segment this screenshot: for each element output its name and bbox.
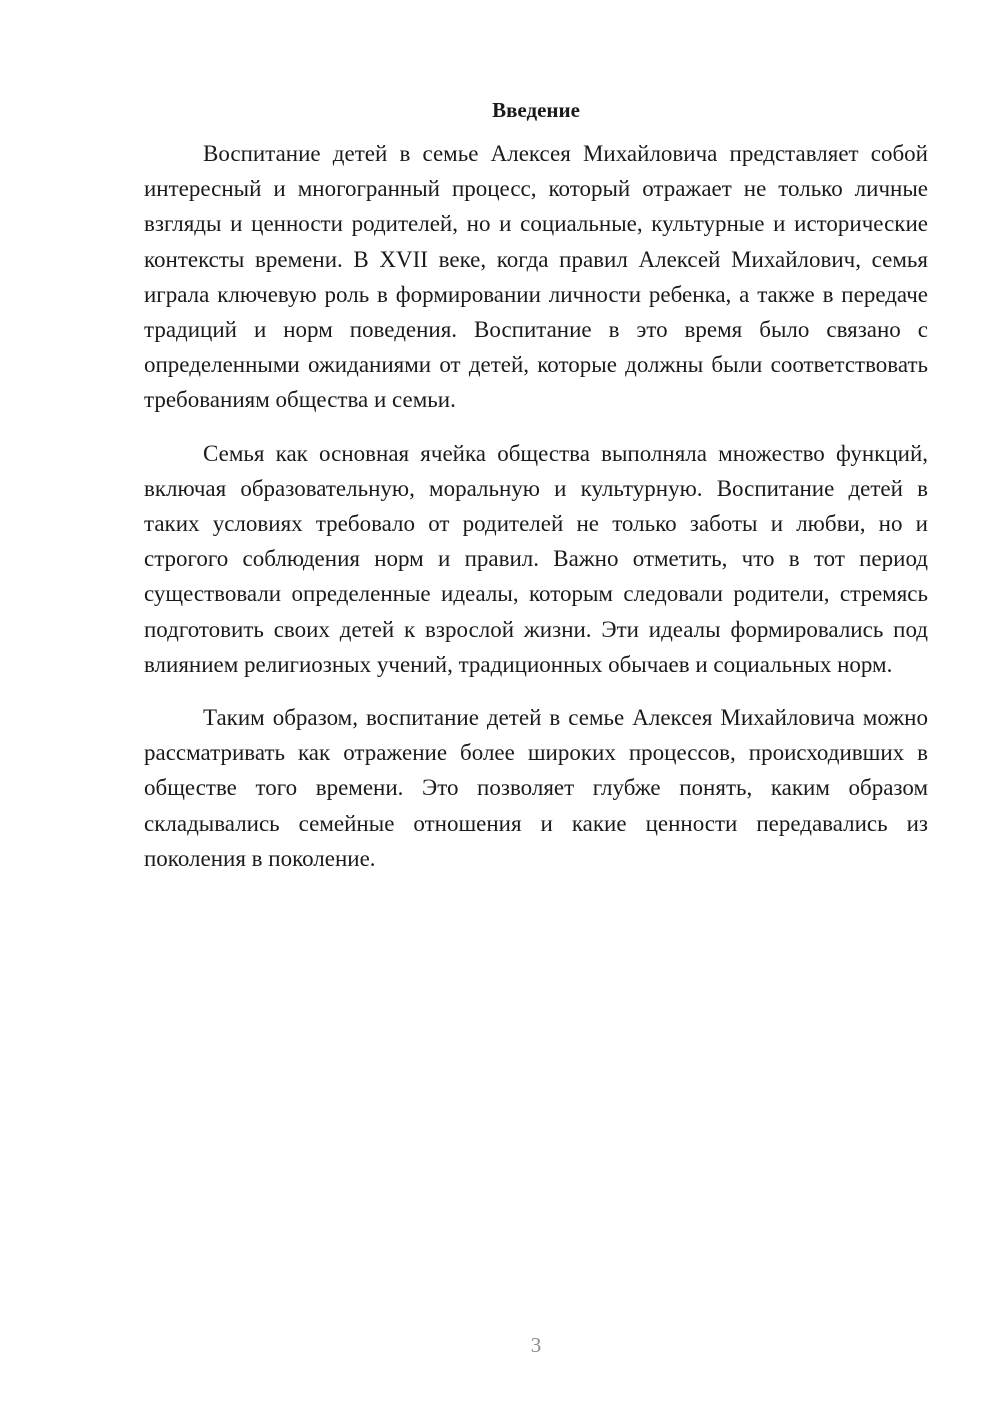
paragraph-3: Таким образом, воспитание детей в семье Алексея Михайловича можно рассматривать как отражение более широких процессов, происходивших в обществе того времени. Это позволяет глубже понять, каким образом складывались семейные отношения и какие ценности передавались из поколения в поколение.: [144, 705, 928, 871]
paragraph-2: Семья как основная ячейка общества выполняла множество функций, включая образовательную, моральную и культурную. Воспитание детей в таких условиях требовало от родителей не только заботы и любви, но и строгого соблюдения норм и правил. Важно отметить, что в тот период существовали определенные идеалы, которым следовали родители, стремясь подготовить своих детей к взрослой жизни. Эти идеалы формировались под влиянием религиозных учений, традиционных обычаев и социальных норм.: [144, 440, 928, 677]
paragraph-1: Воспитание детей в семье Алексея Михайловича представляет собой интересный и многогранный процесс, который отражает не только личные взгляды и ценности родителей, но и социальные, культурные и исторические контексты времени. В XVII веке, когда правил Алексей Михайлович, семья играла ключевую роль в формировании личности ребенка, а также в передаче традиций и норм поведения. Воспитание в это время было связано с определенными ожиданиями от детей, которые должны были соответствовать требованиям общества и семьи.: [144, 141, 928, 413]
section-heading: Введение: [492, 98, 580, 122]
page-content: [144, 92, 928, 894]
page-number: 3: [530, 1333, 542, 1357]
